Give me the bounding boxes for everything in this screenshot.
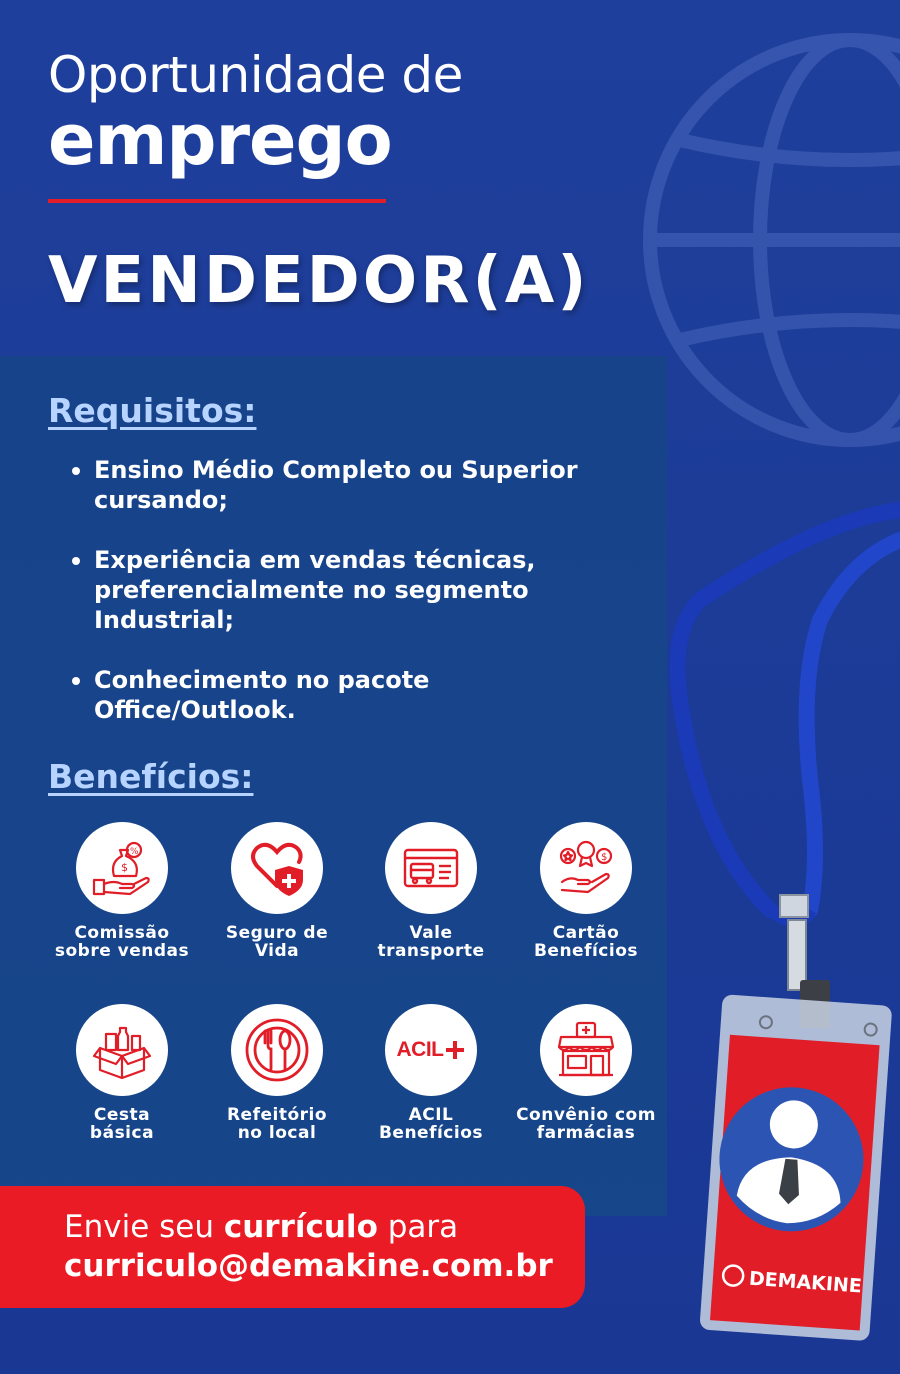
hand-badges-icon [540, 822, 632, 914]
grocery-box-icon [76, 1004, 168, 1096]
benefit-cafeteria [197, 1004, 357, 1142]
svg-text:$: $ [121, 861, 128, 874]
benefit-label: Vale transporte [377, 923, 485, 961]
benefit-acil [351, 1004, 511, 1142]
benefit-commission [42, 822, 202, 960]
cta-email[interactable]: curriculo@demakine.com.br [64, 1248, 553, 1284]
acil-logo-text: ACIL [396, 1038, 444, 1061]
svg-text:%: % [130, 847, 139, 857]
benefit-basic-basket [42, 1004, 202, 1142]
benefit-label: Cesta básica [89, 1105, 155, 1143]
headline-line2: emprego [48, 99, 392, 181]
benefit-label: Comissão sobre vendas [54, 923, 190, 961]
job-title: VENDEDOR(A) [48, 244, 590, 318]
requirements-list [70, 455, 630, 755]
headline-line1: Oportunidade de [48, 46, 463, 104]
cta-line1 [64, 1208, 585, 1246]
benefit-label: Cartão Benefícios [533, 923, 639, 961]
requirement-item: Conhecimento no pacote Office/Outlook. [70, 665, 630, 725]
hand-money-bag-icon [76, 822, 168, 914]
benefit-label: Refeitório no local [226, 1105, 328, 1143]
cta-banner [0, 1186, 585, 1308]
benefit-transport [351, 822, 511, 960]
headline [48, 46, 463, 181]
benefit-label: Seguro de Vida [225, 923, 329, 961]
badge-brand-text: DEMAKINE [748, 1267, 863, 1298]
requirement-item: Experiência em vendas técnicas, preferencialmente no segmento Industrial; [70, 545, 630, 635]
pharmacy-store-icon [540, 1004, 632, 1096]
id-badge-illustration [660, 480, 900, 1374]
heart-shield-icon [231, 822, 323, 914]
cta-suffix: para [377, 1209, 459, 1245]
benefit-card [506, 822, 666, 960]
acil-logo-icon [385, 1004, 477, 1096]
benefit-label: ACIL Benefícios [378, 1105, 484, 1143]
requirements-title: Requisitos: [48, 391, 257, 430]
cta-prefix: Envie seu [64, 1209, 224, 1245]
requirement-item: Ensino Médio Completo ou Superior cursando; [70, 455, 630, 515]
benefit-label: Convênio com farmácias [516, 1105, 656, 1143]
benefit-life-insurance [197, 822, 357, 960]
plate-cutlery-icon [231, 1004, 323, 1096]
benefit-pharmacy [506, 1004, 666, 1142]
headline-divider [48, 199, 386, 203]
svg-text:$: $ [601, 852, 608, 863]
bus-card-icon [385, 822, 477, 914]
cta-bold: currículo [223, 1209, 378, 1245]
benefits-title: Benefícios: [48, 757, 254, 796]
